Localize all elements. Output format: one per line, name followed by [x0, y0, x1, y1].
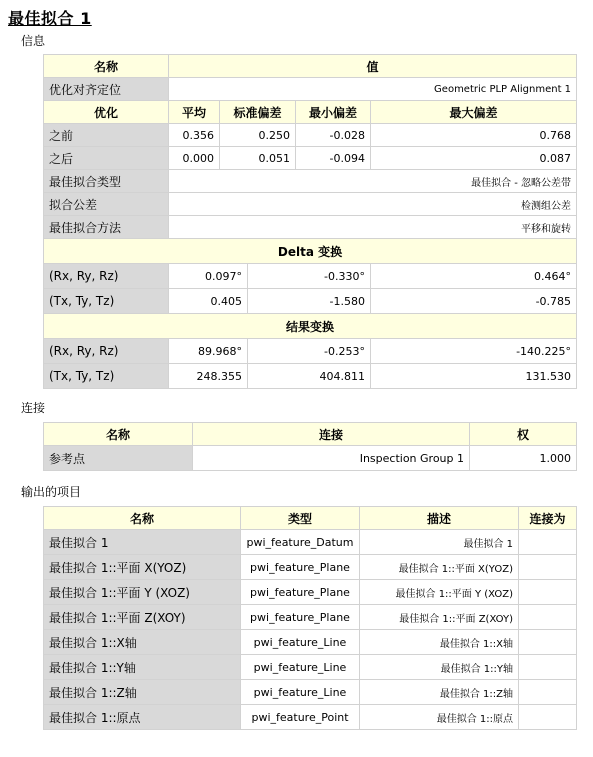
result-rot-z: -140.225°: [371, 339, 577, 364]
out-header-type: 类型: [241, 507, 360, 530]
delta-rot-y: -0.330°: [248, 264, 371, 289]
out-link: [519, 530, 577, 555]
table-row: [44, 555, 577, 580]
table-row: [44, 264, 577, 289]
result-rot-label: (Rx, Ry, Rz): [44, 339, 169, 364]
table-row: [44, 216, 577, 239]
delta-title: Delta 变换: [44, 239, 577, 264]
out-type: pwi_feature_Datum: [241, 530, 360, 555]
table-row: [44, 446, 577, 471]
out-type: pwi_feature_Line: [241, 655, 360, 680]
page-title: 最佳拟合 1: [8, 9, 92, 28]
out-type: pwi_feature_Point: [241, 705, 360, 730]
out-link: [519, 580, 577, 605]
conn-name: 参考点: [44, 446, 193, 471]
method-label: 最佳拟合方法: [44, 216, 169, 239]
after-mean: 0.000: [169, 147, 220, 170]
table-row: [44, 78, 577, 101]
delta-trans-x: 0.405: [169, 289, 248, 314]
out-link: [519, 655, 577, 680]
delta-rot-z: 0.464°: [371, 264, 577, 289]
conn-header-name: 名称: [44, 423, 193, 446]
out-header-link: 连接为: [519, 507, 577, 530]
table-row: [44, 705, 577, 730]
out-desc: 最佳拟合 1::原点: [360, 705, 519, 730]
out-type: pwi_feature_Plane: [241, 580, 360, 605]
connection-table: [43, 422, 577, 471]
out-type: pwi_feature_Plane: [241, 605, 360, 630]
before-std: 0.250: [220, 124, 296, 147]
table-row: [44, 339, 577, 364]
out-link: [519, 555, 577, 580]
table-row: [44, 605, 577, 630]
out-name: 最佳拟合 1::原点: [44, 705, 241, 730]
output-table: [43, 506, 577, 730]
out-link: [519, 680, 577, 705]
out-name: 最佳拟合 1::Z轴: [44, 680, 241, 705]
tolerance-label: 拟合公差: [44, 193, 169, 216]
out-type: pwi_feature_Plane: [241, 555, 360, 580]
out-desc: 最佳拟合 1::Z轴: [360, 680, 519, 705]
out-name: 最佳拟合 1::X轴: [44, 630, 241, 655]
table-row: [44, 170, 577, 193]
result-trans-y: 404.811: [248, 364, 371, 389]
info-table: [43, 54, 577, 389]
conn-link: Inspection Group 1: [193, 446, 470, 471]
table-row: [44, 680, 577, 705]
out-desc: 最佳拟合 1::平面 X(YOZ): [360, 555, 519, 580]
out-header-desc: 描述: [360, 507, 519, 530]
out-link: [519, 705, 577, 730]
after-label: 之后: [44, 147, 169, 170]
opt-header-min: 最小偏差: [296, 101, 371, 124]
out-header-name: 名称: [44, 507, 241, 530]
section-label-output: 输出的项目: [21, 485, 82, 499]
out-link: [519, 630, 577, 655]
result-rot-x: 89.968°: [169, 339, 248, 364]
opt-header-opt: 优化: [44, 101, 169, 124]
before-mean: 0.356: [169, 124, 220, 147]
out-name: 最佳拟合 1::Y轴: [44, 655, 241, 680]
out-desc: 最佳拟合 1::平面 Y (XOZ): [360, 580, 519, 605]
result-trans-z: 131.530: [371, 364, 577, 389]
table-row: [44, 124, 577, 147]
conn-header-weight: 权: [470, 423, 577, 446]
out-link: [519, 605, 577, 630]
section-label-connection: 连接: [21, 401, 46, 415]
table-row: [44, 147, 577, 170]
before-label: 之前: [44, 124, 169, 147]
out-desc: 最佳拟合 1::平面 Z(XOY): [360, 605, 519, 630]
table-row: [44, 530, 577, 555]
table-row: [44, 289, 577, 314]
opt-header-max: 最大偏差: [371, 101, 577, 124]
out-type: pwi_feature_Line: [241, 630, 360, 655]
delta-trans-y: -1.580: [248, 289, 371, 314]
out-type: pwi_feature_Line: [241, 680, 360, 705]
delta-trans-label: (Tx, Ty, Tz): [44, 289, 169, 314]
conn-weight: 1.000: [470, 446, 577, 471]
out-name: 最佳拟合 1: [44, 530, 241, 555]
after-max: 0.087: [371, 147, 577, 170]
out-desc: 最佳拟合 1::Y轴: [360, 655, 519, 680]
result-trans-x: 248.355: [169, 364, 248, 389]
conn-header-link: 连接: [193, 423, 470, 446]
align-value: Geometric PLP Alignment 1: [169, 78, 577, 101]
out-desc: 最佳拟合 1::X轴: [360, 630, 519, 655]
out-name: 最佳拟合 1::平面 X(YOZ): [44, 555, 241, 580]
after-std: 0.051: [220, 147, 296, 170]
delta-trans-z: -0.785: [371, 289, 577, 314]
before-min: -0.028: [296, 124, 371, 147]
table-row: [44, 193, 577, 216]
result-title: 结果变换: [44, 314, 577, 339]
table-row: [44, 655, 577, 680]
opt-header-std: 标准偏差: [220, 101, 296, 124]
out-name: 最佳拟合 1::平面 Y (XOZ): [44, 580, 241, 605]
out-name: 最佳拟合 1::平面 Z(XOY): [44, 605, 241, 630]
info-header-value: 值: [169, 55, 577, 78]
tolerance-value: 检测组公差: [169, 193, 577, 216]
result-rot-y: -0.253°: [248, 339, 371, 364]
info-header-name: 名称: [44, 55, 169, 78]
section-label-info: 信息: [21, 34, 46, 48]
opt-header-mean: 平均: [169, 101, 220, 124]
fit-type-value: 最佳拟合 - 忽略公差带: [169, 170, 577, 193]
after-min: -0.094: [296, 147, 371, 170]
table-row: [44, 364, 577, 389]
table-row: [44, 580, 577, 605]
before-max: 0.768: [371, 124, 577, 147]
fit-type-label: 最佳拟合类型: [44, 170, 169, 193]
delta-rot-x: 0.097°: [169, 264, 248, 289]
out-desc: 最佳拟合 1: [360, 530, 519, 555]
delta-rot-label: (Rx, Ry, Rz): [44, 264, 169, 289]
align-label: 优化对齐定位: [44, 78, 169, 101]
method-value: 平移和旋转: [169, 216, 577, 239]
result-trans-label: (Tx, Ty, Tz): [44, 364, 169, 389]
table-row: [44, 630, 577, 655]
